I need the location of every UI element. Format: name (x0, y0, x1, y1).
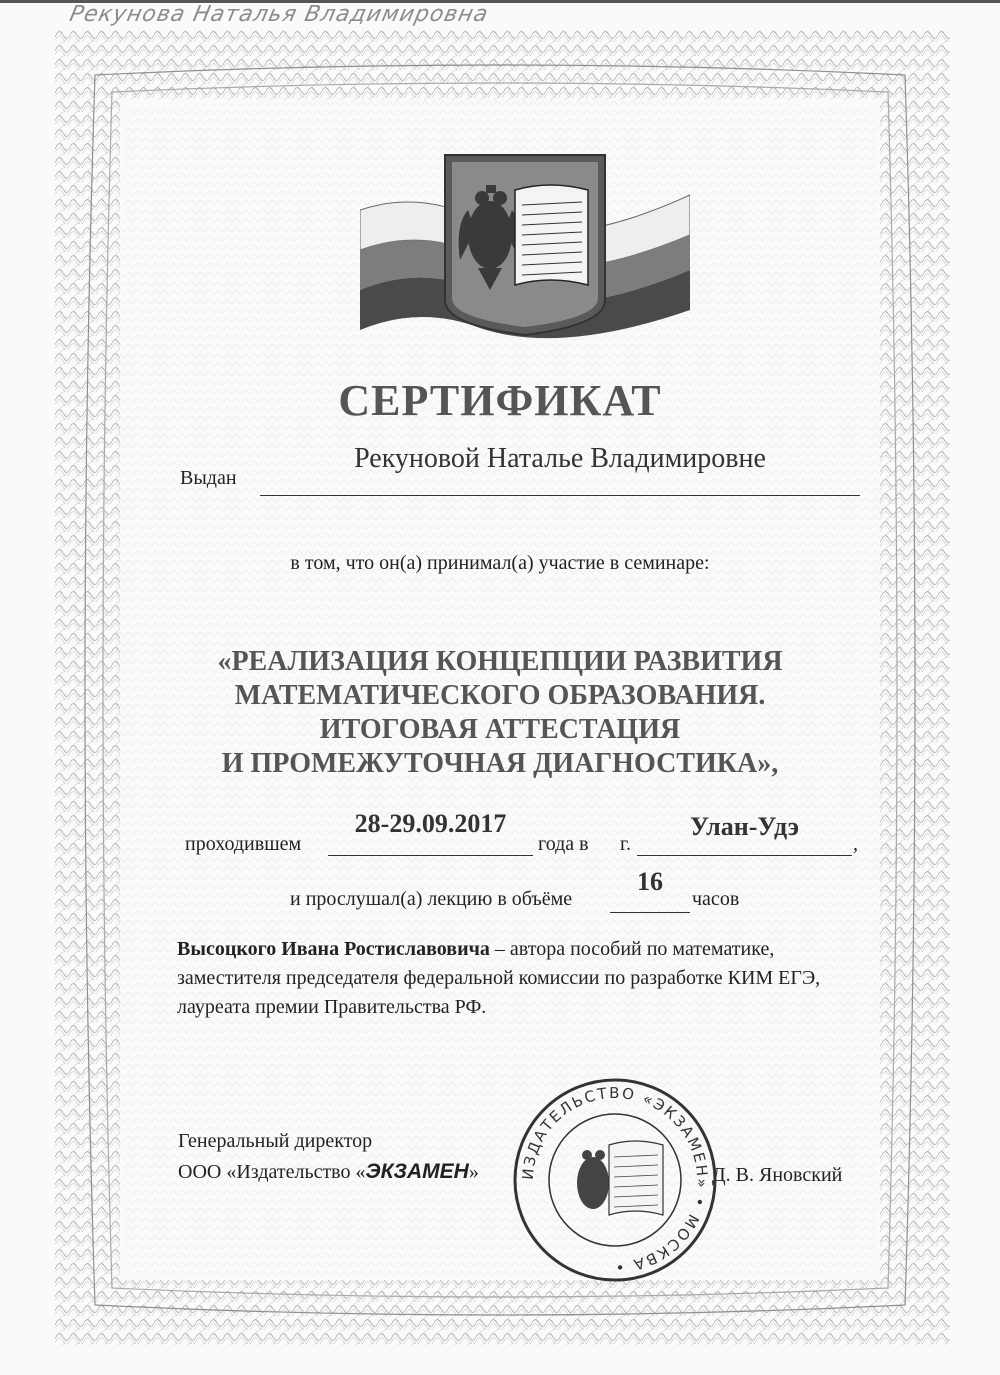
hours-unit: часов (692, 888, 740, 910)
company-brand: ЭКЗАМЕН (365, 1160, 469, 1183)
certificate-title: СЕРТИФИКАТ (338, 376, 662, 425)
seminar-title-line: ИТОГОВАЯ АТТЕСТАЦИЯ (319, 714, 681, 745)
seminar-date: 28-29.09.2017 (354, 809, 507, 838)
hours-value: 16 (637, 867, 663, 896)
city-comma: , (853, 833, 858, 855)
seminar-title-line: МАТЕМАТИЧЕСКОГО ОБРАЗОВАНИЯ. (234, 680, 766, 711)
lecturer-info (177, 935, 867, 1022)
held-row (0, 809, 1000, 865)
director-name: Д. В. Яновский (712, 1164, 843, 1186)
director-title: Генеральный директор (178, 1130, 373, 1152)
hours-label: и прослушал(а) лекцию в объёме (290, 888, 573, 910)
seal-text: ИЗДАТЕЛЬСТВО «ЭКЗАМЕН» • МОСКВА • (518, 1083, 712, 1277)
year-label: года в (538, 833, 589, 855)
company-seal (505, 1075, 725, 1285)
held-label: проходившем (185, 833, 302, 855)
lecturer-name: Высоцкого Ивана Ростиславовича (177, 938, 490, 960)
date-underline (328, 855, 533, 856)
hours-row (0, 867, 1000, 920)
participation-text: в том, что он(а) принимал(а) участие в семинаре: (290, 552, 710, 574)
city-underline (637, 855, 852, 856)
recipient-underline (260, 495, 860, 496)
seminar-city: Улан-Удэ (690, 812, 799, 841)
company-prefix: ООО «Издательство « (178, 1161, 366, 1183)
seminar-title (0, 645, 1000, 781)
handwritten-note: Рекунова Наталья Владимировна (67, 2, 491, 27)
city-prefix: г. (620, 833, 631, 855)
issued-label: Выдан (180, 467, 237, 489)
hours-underline (610, 912, 690, 913)
company-suffix: » (468, 1161, 479, 1183)
recipient-name: Рекуновой Наталье Владимировне (354, 443, 766, 474)
seminar-title-line: «РЕАЛИЗАЦИЯ КОНЦЕПЦИИ РАЗВИТИЯ (217, 646, 783, 677)
seminar-title-line: И ПРОМЕЖУТОЧНАЯ ДИАГНОСТИКА», (221, 748, 779, 779)
lecturer-description: – автора пособий по математике, заместителя председателя федеральной комиссии по разработке КИМ ЕГЭ, лауреата премии Правительства РФ. (177, 938, 821, 1018)
company-name (178, 1160, 479, 1184)
emblem-logo (360, 150, 690, 340)
